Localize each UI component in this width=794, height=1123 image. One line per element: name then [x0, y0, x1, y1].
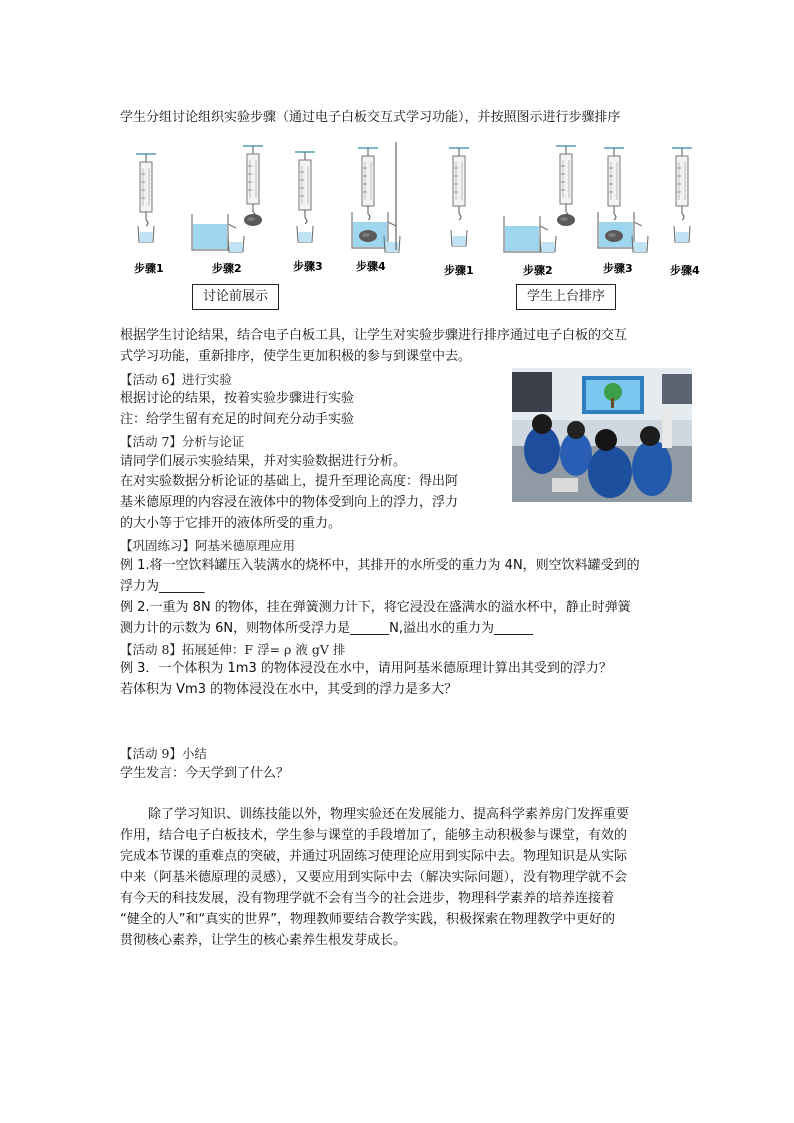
- para1-line: 式学习功能，重新排序，使学生更加积极的参与到课堂中去。: [120, 349, 472, 364]
- activity6-line: 根据讨论的结果，按着实验步骤进行实验: [120, 391, 355, 406]
- left-step-label: 步骤2: [212, 262, 242, 275]
- example1-line: 例 1.将一空饮料罐压入装满水的烧杯中，其排开的水所受的重力为 4N，则空饮料罐受到的: [120, 558, 640, 573]
- left-step-label: 步骤3: [293, 260, 323, 273]
- example2-line: 例 2.一重为 8N 的物体，挂在弹簧测力计下，将它浸没在盛满水的溢水杯中，静止时弹簧: [120, 600, 631, 615]
- left-step2-scale: [192, 146, 263, 252]
- activity8-heading: 【活动 8】拓展延伸：F 浮= ρ 液 gV 排: [120, 642, 346, 657]
- activity7-line: 在对实验数据分析论证的基础上，提升至理论高度：得出阿: [120, 474, 459, 489]
- right-step-label: 步骤3: [603, 262, 633, 275]
- summary-line: 作用，结合电子白板技术，学生参与课堂的手段增加了，能够主动积极参与课堂，有效的: [120, 828, 628, 843]
- activity8-line: 例 3．一个体积为 1m3 的物体浸没在水中，请用阿基米德原理计算出其受到的浮力？: [120, 661, 612, 676]
- summary-line: “健全的人”和“真实的世界”，物理教师要结合教学实践，积极探索在物理教学中更好的: [120, 912, 615, 927]
- summary-line: 有今天的科技发展，没有物理学就不会有当今的社会进步，物理科学素养的培养连接着: [120, 891, 615, 906]
- left-step3-scale: [295, 152, 315, 242]
- left-caption-box: 讨论前展示: [192, 284, 279, 310]
- classroom-photo: [512, 368, 692, 502]
- activity7-line: 的大小等于它排开的液体所受的重力。: [120, 516, 342, 531]
- activity8-line: 若体积为 Vm3 的物体浸没在水中，其受到的浮力是多大？: [120, 682, 458, 697]
- right-caption-box: 学生上台排序: [516, 284, 616, 310]
- right-step1-scale: [449, 148, 469, 246]
- left-step-label: 步骤1: [134, 262, 164, 275]
- example2-line: 测力计的示数为 6N，则物体所受浮力是______N,溢出水的重力为______: [120, 621, 533, 636]
- right-step-label: 步骤4: [670, 264, 700, 277]
- right-step-label: 步骤1: [444, 264, 474, 277]
- right-step-label: 步骤2: [523, 264, 553, 277]
- practice-heading: 【巩固练习】阿基米德原理应用: [120, 538, 296, 553]
- left-step-label: 步骤4: [356, 260, 386, 273]
- summary-line: 中来（阿基米德原理的灵感），又要应用到实际中去（解决实际问题），没有物理学就不会: [120, 870, 628, 885]
- activity9-heading: 【活动 9】小结: [120, 746, 207, 761]
- example1-line: 浮力为_______: [120, 579, 205, 594]
- activity6-heading: 【活动 6】进行实验: [120, 372, 232, 387]
- left-step1-scale: [136, 154, 156, 242]
- right-step3-scale: [598, 148, 648, 252]
- activity7-line: 请同学们展示实验结果，并对实验数据进行分析。: [120, 454, 407, 469]
- activity9-line: 学生发言：今天学到了什么？: [120, 766, 290, 781]
- left-step4-scale: [352, 148, 400, 252]
- para1-line: 根据学生讨论结果，结合电子白板工具，让学生对实验步骤进行排序通过电子白板的交互: [120, 328, 628, 343]
- right-step2-scale: [504, 146, 576, 252]
- summary-line: 除了学习知识、训练技能以外，物理实验还在发展能力、提高科学素养房门发挥重要: [148, 807, 630, 822]
- activity7-heading: 【活动 7】分析与论证: [120, 434, 245, 449]
- summary-line: 贯彻核心素养，让学生的核心素养生根发芽成长。: [120, 933, 407, 948]
- summary-line: 完成本节课的重难点的突破，并通过巩固练习使理论应用到实际中去。物理知识是从实际: [120, 849, 628, 864]
- intro-line: 学生分组讨论组织实验步骤（通过电子白板交互式学习功能），并按照图示进行步骤排序: [120, 110, 621, 125]
- activity6-line: 注：给学生留有充足的时间充分动手实验: [120, 412, 355, 427]
- right-step4-scale: [672, 148, 692, 242]
- experiment-figure: [0, 140, 794, 340]
- activity7-line: 基米德原理的内容浸在液体中的物体受到向上的浮力，浮力: [120, 495, 459, 510]
